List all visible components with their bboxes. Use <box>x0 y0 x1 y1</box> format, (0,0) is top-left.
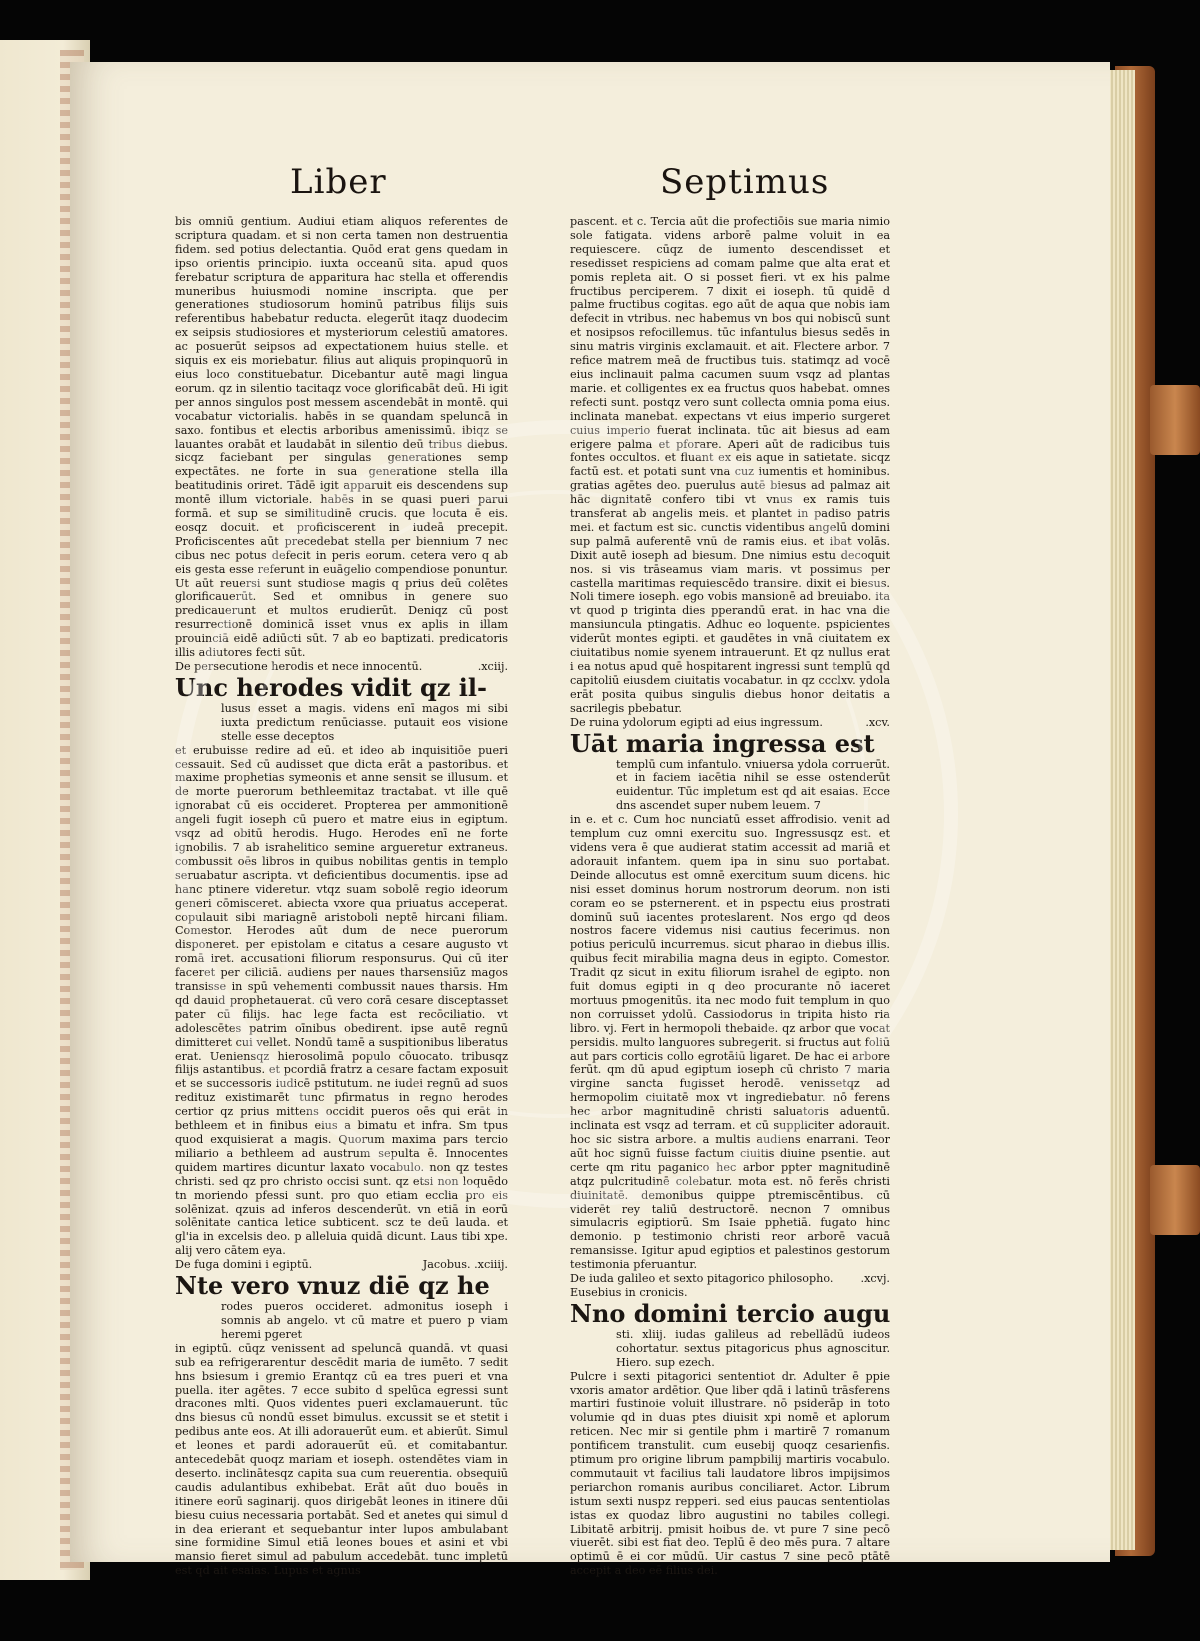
chapter-opening-line: Nte vero vnuz diē qz he <box>175 1271 490 1301</box>
chapter-opening-line: Nno domini tercio augu <box>570 1298 891 1328</box>
paragraph: et erubuisse redire ad eū. et ideo ab inquisitiōe pueri cessauit. Sed cū audisset que dicta erāt a pastoribus. et maxime prophetias symeonis et anne sensit se illusum. et de morte puerorum bethleemitaz tractabat. vt ille quē ignorabat cū eis occideret. Propterea per ammonitionē angeli fugit ioseph cū puero et matre eius in egiptum. vsqz ad obitū herodis. Hugo. Herodes enī ne forte ignobilis. 7 ab israhelitico semine argueretur extraneus. combussit oēs libros in quibus nobilitas gentis in templo seruabatur ascripta. vt deficientibus documentis. ipse ad hanc ptinere videretur. vtqz suam sobolē regio ideorum generi cōmisceret. abiecta vxore qua priuatus acceperat. copulauit sibi mariagnē aristoboli neptē hircani filiam. Comestor. Herodes aūt dum de nece puerorum disponeret. per epistolam e citatus a cesare augusto vt romā iret. accusationi filiorum responsurus. Qui cū iter faceret per ciliciā. audiens per naues tharsensiūz magos transisse in spū vehementi combussit naues tharsis. Hm qd dauid prophetauerat. cū vero corā cesare disceptasset pater cū filijs. hac lege facta est recōciliatio. vt adolescētes patrim oīnibus obedirent. ipse autē regnū dimitteret cui vellet. Nondū tamē a suspitionibus liberatus erat. Ueniensqz hierosolimā populo cōuocato. tribusqz filijs astantibus. et pcordiā fratrz a cesare factam exposuit et se successoris iudicē pstitutum. ne iudei regnū ad suos redituz existimarēt tunc pfirmatus in regno herodes certior qz prius mittens occidit pueros oēs qui erāt in bethleem et in finibus eius a bimatu et infra. Sm tpus quod exquisierat a magis. Quorum maxima pars tercio miliario a bethleem ad austrum sepulta ē. Innocentes quidem martires dicuntur laxato vocabulo. non qz testes christi. sed qz pro christo occisi sunt. qz etsi non loquēdo tn moriendo pfessi sunt. pro quo etiam ecclia pro eis solēnizat. qzuis ad inferos descenderūt. vn etiā in eorū solēnitate cantica letice subticent. scz te deū lauda. et gl'ia in excelsis deo. p alleluia quidā dicunt. Laus tibi xpe. alij vero cātem eya. <box>175 743 508 1258</box>
indented-paragraph: lusus esset a magis. videns enī magos mi sibi iuxta predictum renūciasse. putauit eos visione stelle esse deceptos <box>221 701 508 743</box>
paragraph: in e. et c. Cum hoc nunciatū esset affrodisio. venit ad templum cuz omni exercitu suo. Ingressusqz est. et videns vera ē que audierat statim accessit ad mariā et adorauit infantem. quem ipa in sinu suo portabat. Deinde allocutus est omnē exercitum suum dicens. hic nisi esset dominus horum nostrorum deorum. non isti coram eo se psternerent. et in pspectu eius prostrati dominū suū iacentes proteslarent. Nos ergo qd deos nostros facere videmus nisi cautius fecerimus. non potius periculū incurremus. sicut pharao in diebus illis. quibus fecit mirabilia magna deus in egipto. Comestor. Tradit qz sicut in exitu filiorum israhel de egipto. non fuit domus egipti in q deo procurante nō iaceret mortuus pmogenitūs. ita nec modo fuit templum in quo non corruisset ydolū. Cassiodorus in tripita histo ria libro. vj. Fert in hermopoli thebaide. qz arbor que vocat persidis. multo languores subregerit. si fructus aut foliū aut pars corticis collo egrotāiū ligaret. De hac ei arbore ferūt. qm dū apud egiptum ioseph cū christo 7 maria virgine sancta fugisset herodē. venissetqz ad hermopolim ciuitatē mox vt ingrediebatur. nō ferens hec arbor magnitudinē christi saluatoris aduentū. inclinata est vsqz ad terram. et cū suppliciter adorauit. hoc sic sistra arbore. a multis audiens enarrani. Teor aūt hoc signū fuisse factum ciuitis diuine psentie. aut certe qm ritu paganico hec arbor ppter magnitudinē atqz pulcritudinē colebatur. mota est. nō ferēs christi diuinitatē. demonibus quippe ptremiscēntibus. cū viderēt rey taliū destructorē. necnon 7 omnibus simulacris egiptiorū. Sm Isaie pphetiā. fugato hinc demonio. p testimonio christi reor arborē vacuā remansisse. Igitur apud egiptios et palestinos gestorum testimonia pferuantur. <box>570 813 890 1272</box>
indented-paragraph: rodes pueros occideret. admonitus ioseph i somnis ab angelo. vt cū matre et puero p viam heremi pgeret <box>221 1300 508 1341</box>
paragraph: in egiptū. cūqz venissent ad speluncā quandā. vt quasi sub ea refrigerarentur descēdit maria de iumēto. 7 sedit hns bsiesum i gremio Erantqz cū ea tres pueri et vna puella. iter agētes. 7 ecce subito d spelūca egressi sunt dracones mlti. Quos videntes pueri exclamauerunt. tūc dns biesus cū nondū esset bimulus. excussit se et stetit i pedibus ante eos. At illi adorauerūt eum. et abierūt. Simul et leones et pardi adorauerūt eū. et comitabantur. antecedebāt quoqz mariam et ioseph. ostendētes viam in deserto. inclinātesqz capita sua cum reuerentia. obsequiū caudis adulantibus exhibebat. Erāt aūt duo bouēs in itinere eorū saginarij. quos dirigebāt leones in itinere dūi biesu cuius necessaria portabāt. Sed et anetes qui simul d in dea erierant et sequebantur inter lupos ambulabant sine formidine Simul etiā leones boues et asini et vbi mansio fieret simul ad pabulum accedebāt. tunc impletū est qd ait esaias. Lupus et agnus <box>175 1341 508 1578</box>
rubric-title: De iuda galileo et sexto pitagorico philosopho. <box>570 1272 834 1286</box>
text-column-right <box>570 215 890 1578</box>
chapter-opening-line: Unc herodes vidit qz il- <box>175 672 487 702</box>
chapter-opening-line: Uāt maria ingressa est <box>570 728 875 758</box>
chapter-number: .xcv. <box>865 715 890 729</box>
chapter-number: .xcvj. <box>860 1272 890 1286</box>
rubric-title: De ruina ydolorum egipti ad eius ingressum. <box>570 715 823 729</box>
chapter-number: Jacobus. .xciiij. <box>422 1258 508 1272</box>
chapter-rubric <box>175 660 508 674</box>
brass-clasp-lower <box>1150 1165 1200 1235</box>
paragraph: Pulcre i sexti pitagorici sententiot dr. Adulter ē ppie vxoris amator ardētior. Que liber qdā i latinū trāsferens martiri fustinoie voluit illustrare. nō psiderāp in toto volumie qd in duas ptes diuisit xpi nomē et aplorum reticen. Nec mir si gentile phm i martirē 7 romanum pontificem transtulit. cum eusebij quoqz cesarienfis. ptimum pro origine librum pampbilij martiris vocabulo. commutauit vt facilius tali laudatore libros impijsimos periarchon romanis auribus conciliaret. Actor. Librum istum sexti nuspz repperi. sed eius paucas sententiolas istas ex quodaz libro augustini no tabiles collegi. Libitatē arbitrij. pmisit hoibus de. vt pure 7 sine pecō viuerēt. sibi est fiat deo. Teplū ē deo mēs pura. 7 altare optimū ē ei cor mūdū. Uir castus 7 sine pecō ptātē accepit a deo eē filius dei. <box>570 1369 890 1578</box>
chapter-rubric <box>570 716 890 730</box>
text-column-left <box>175 215 508 1578</box>
paragraph: pascent. et c. Tercia aūt die profectiōis sue maria nimio sole fatigata. videns arborē palme voluit in ea requiescere. cūqz de iumento descendisset et resedisset respiciens ad comam palme que alta erat et pomis repleta ait. O si posset fieri. vt ex his palme fructibus perciperem. 7 dixit ei ioseph. tū quidē d palme fructibus cogitas. ego aūt de aqua que nobis iam defecit in vtribus. nec habemus vn bos qui nobiscū sunt et nosipsos refocillemus. tūc infantulus biesus sedēs in sinu matris virginis exclamauit. et ait. Flectere arbor. 7 refice matrem meā de fructibus tuis. statimqz ad vocē eius inclinauit palma cacumen suum vsqz ad plantas marie. et colligentes ex ea fructus quos habebat. omnes refecti sunt. postqz vero sunt collecta omnia poma eius. inclinata manebat. expectans vt eius imperio surgeret cuius imperio fuerat inclinata. tūc ait biesus ad eam erigere palma et pforare. Aperi aūt de radicibus tuis fontes occultos. et fluant ex eis aque in satietate. sicqz factū est. et potati sunt vna cuz iumentis et hominibus. gratias agētes deo. puerulus autē biesus ad palmaz ait hāc dignitatē confero tibi vt vnus ex ramis tuis transferat ab angelis meis. et plantet in padiso patris mei. et factum est sic. cunctis videntibus angelū domini sup palmā auferentē vnū de ramis eius. et ibat volās. Dixit autē ioseph ad biesum. Dne nimius estu decoquit nos. si vis trāseamus viam maris. vt possimus per castella maritimas requiescēdo transire. dixit ei biesus. Noli timere ioseph. ego vobis mansionē ad breuiabo. ita vt quod p triginta dies pperandū erat. in hac vna die mansiuncula ptingatis. Adhuc eo loquente. pspicientes viderūt montes egipti. et gaudētes in vnā ciuitatem ex ciuitatibus nomie syenem intrauerunt. Et qz nullus erat i ea notus apud quē hospitarent ingressi sunt templū qd capitoliū eiusdem ciuitatis vocabatur. in qz ccclxv. ydola erāt posita quibus singulis diebus honor deitatis a sacrilegis pbebatur. <box>570 215 890 715</box>
running-head-left: Liber <box>290 162 387 202</box>
brass-clasp-upper <box>1150 385 1200 455</box>
paragraph: Eusebius in cronicis. <box>570 1285 688 1299</box>
chapter-rubric <box>175 1258 508 1272</box>
paragraph: bis omniū gentium. Audiui etiam aliquos referentes de scriptura quadam. et si non certa tamen non destruentia fidem. sed potius delectantia. Quōd erat gens quedam in ipso orientis principio. iuxta occeanū sita. apud quos ferebatur scriptura de apparitura hac stella et offerendis muneribus huiusmodi nomine inscripta. que per generationes studiosorum hominū patribus filijs suis referentibus habebatur reducta. elegerūt itaqz duodecim ex seipsis studiosiores et mysteriorum celestiū amatores. ac posuerūt seipsos ad expectationem huius stelle. et siquis ex eis moriebatur. filius aut aliquis propinquorū in eius loco constituebatur. Dicebantur autē magi lingua eorum. qz in silentio tacitaqz voce glorificabāt deū. Hi igit per annos singulos post messem ascendebāt in montē. qui vocabatur victorialis. habēs in se quandam speluncā in saxo. fontibus et electis arboribus amenissimū. ibiqz se lauantes orabāt et laudabāt in silentio deū tribus diebus. sicqz faciebant per singulas generationes semp expectātes. ne forte in sua generatione stella illa beatitudinis oriret. Tādē igit apparuit eis descendens sup montē illum victoriale. habēs in se quasi pueri parui formā. et sup se similitudinē crucis. que locuta ē eis. eosqz docuit. et proficiscerent in iudeā precepit. Proficiscentes aūt precedebat stella per biennium 7 nec cibus nec potus defecit in peris eorum. cetera vero q ab eis gesta esse referunt in euāgelio compendiose ponuntur. Ut aūt reuersi sunt studiose magis q prius deū colētes glorificauerūt. Sed et omnibus in genere suo predicauerunt et multos erudierūt. Deniqz cū post resurrectionē dominicā isset vnus ex aplis in illam prouinciā eidē adiūcti sūt. 7 ab eo baptizati. predicatoris illis adiutores fecti sūt. <box>175 215 508 660</box>
indented-paragraph: templū cum infantulo. vniuersa ydola corruerūt. et in faciem iacētia nihil se esse ostenderūt euidentur. Tūc impletum est qd ait esaias. Ecce dns ascendet super nubem leuem. 7 <box>616 757 890 813</box>
running-head-right: Septimus <box>660 162 830 202</box>
chapter-number: .xciij. <box>477 660 508 673</box>
indented-paragraph: sti. xliij. iudas galileus ad rebellādū iudeos cohortatur. sextus pitagoricus phus agnoscitur. Hiero. sup ezech. <box>616 1327 890 1369</box>
rubric-title: De persecutione herodis et nece innocentū. <box>175 660 423 673</box>
rubric-title: De fuga domini i egiptū. <box>175 1258 313 1272</box>
chapter-rubric <box>570 1272 890 1286</box>
